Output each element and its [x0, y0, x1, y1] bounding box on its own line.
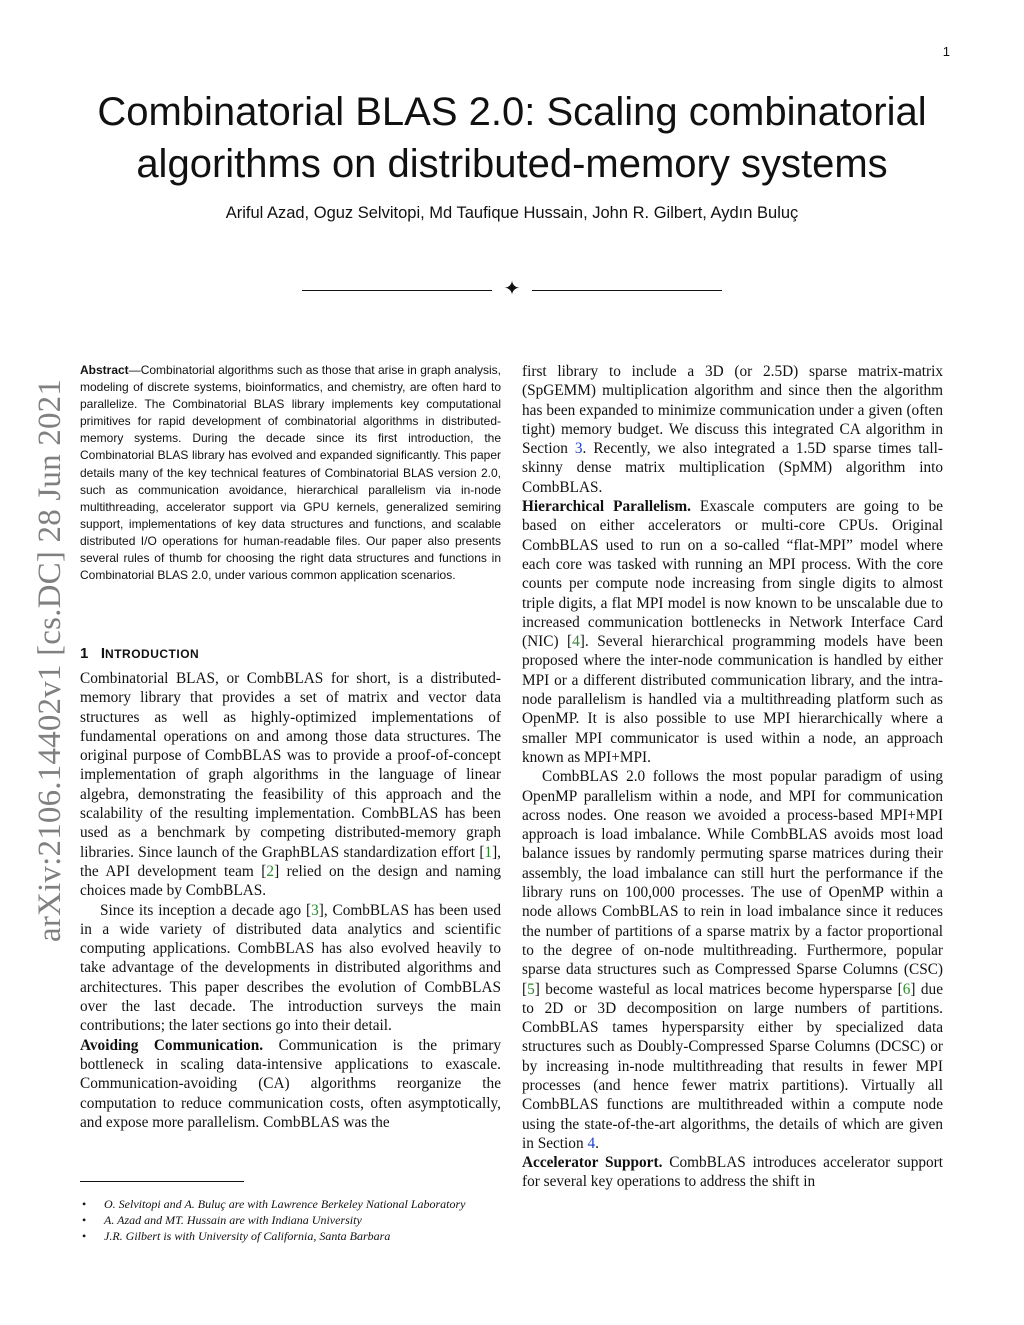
- paper-title: Combinatorial BLAS 2.0: Scaling combinatorial algorithms on distributed-memory systems: [97, 90, 927, 186]
- footnote-item: • O. Selvitopi and A. Buluç are with Lawrence Berkeley National Laboratory: [104, 1196, 520, 1212]
- abstract: [80, 362, 501, 584]
- intro-paragraph-1: Combinatorial BLAS, or CombBLAS for short, is a distributed-memory library that provides a set of matrix and vector data structures as well as highly-optimized implementations of fundamental operations on and among those data structures. The original purpose of CombBLAS was to provide a proof-of-concept implementation of graph algorithms in the language of linear algebra, demonstrating the feasibility of this approach and the scalability of the resulting implementation. CombBLAS has been used as a benchmark by competing distributed-memory graph libraries. Since launch of the GraphBLAS standardization effort [1], the API development team [2] relied on the design and naming choices made by CombBLAS.: [80, 670, 501, 900]
- intro-paragraph-2: Since its inception a decade ago [3], CombBLAS has been used in a wide variety of distributed data analytics and scientific computing applications. CombBLAS has also evolved heavily to take advantage of the developments in distributed algorithms and architectures. This paper describes the evolution of CombBLAS over the last decade. The introduction surveys the main contributions; the later sections go into their detail.: [80, 901, 501, 1035]
- section-title-rest: NTRODUCTION: [105, 647, 200, 661]
- avoiding-communication-paragraph: Avoiding Communication. Communication is the primary bottleneck in scaling data-intensive applications to exascale. Communication-avoiding (CA) algorithms reorganize the computation to reduce communication costs, often asymptotically, and expose more parallelism. CombBLAS was the: [80, 1036, 501, 1131]
- citation-link[interactable]: 5: [527, 980, 535, 998]
- citation-link[interactable]: 6: [902, 980, 911, 998]
- citation-link[interactable]: 4: [572, 633, 580, 651]
- page-number: 1: [942, 44, 950, 59]
- section-number: 1: [80, 645, 89, 662]
- section-heading-introduction: [80, 645, 199, 662]
- footnote-item: • J.R. Gilbert is with University of California, Santa Barbara: [104, 1228, 520, 1244]
- right-paragraph-1: first library to include a 3D (or 2.5D) sparse matrix-matrix (SpGEMM) multiplication algorithm and since then the algorithm has been expanded to minimize communication under a given (often tight) memory budget. We discuss this integrated CA algorithm in Section 3. Recently, we also integrated a 1.5D sparse times tall-skinny dense matrix multiplication (SpMM) algorithm into CombBLAS.: [522, 363, 943, 496]
- left-column: [80, 669, 501, 1132]
- footnote-rule: [80, 1181, 244, 1182]
- citation-link[interactable]: 3: [311, 901, 319, 919]
- author-list: Ariful Azad, Oguz Selvitopi, Md Taufique Hussain, John R. Gilbert, Aydın Buluç: [225, 204, 799, 222]
- right-column: [522, 362, 943, 1192]
- abstract-label: Abstract: [80, 363, 129, 377]
- accelerator-support-paragraph: Accelerator Support. CombBLAS introduces accelerator support for several key operations to address the shift in: [522, 1154, 943, 1191]
- hierarchical-parallelism-paragraph: Hierarchical Parallelism. Exascale computers are going to be based on either accelerators or multi-core CPUs. Original CombBLAS used to run on a so-called “flat-MPI” model where each core was tasked with running an MPI process. With the core counts per compute node increasing from single digits to almost triple digits, a flat MPI model is now known to be unscalable due to increased communication bottlenecks in Network Interface Card (NIC) [4]. Several hierarchical programming models have been proposed where the inter-node communication is handled by either MPI or a different distributed communication library, and the intra-node parallelism is handled via a multithreading platform such as OpenMP. It is also possible to use MPI hierarchically where a smaller MPI communicator is used within a node, an approach known as MPI+MPI.: [522, 498, 944, 766]
- abstract-text: —Combinatorial algorithms such as those that arise in graph analysis, modeling of discrete systems, bioinformatics, and chemistry, are often hard to parallelize. The Combinatorial BLAS library implements key computational primitives for rapid development of combinatorial algorithms in distributed-memory systems. During the decade since its first introduction, the Combinatorial BLAS library has evolved and expanded significantly. This paper details many of the key technical features of Combinatorial BLAS version 2.0, such as communication avoidance, hierarchical parallelism via in-node multithreading, accelerator support via GPU kernels, generalized semiring support, implementations of key data structures and functions, and scalable distributed I/O operations for human-readable files. Our paper also presents several rules of thumb for choosing the right data structures and functions in Combinatorial BLAS 2.0, under various common application scenarios.: [80, 363, 501, 583]
- divider-line-right: [532, 290, 722, 291]
- footnotes: [80, 1196, 520, 1244]
- section-link[interactable]: 3: [574, 440, 583, 458]
- section-title-initial: I: [100, 645, 106, 662]
- right-paragraph-3: CombBLAS 2.0 follows the most popular paradigm of using OpenMP parallelism within a node, and MPI for communication across nodes. One reason we avoided a process-based MPI+MPI approach is load imbalance. While CombBLAS avoids most load balance issues by randomly permuting sparse matrices during their assembly, the load imbalance can still hurt the performance if the library runs on 100,000 processes. The use of OpenMP within a node allows CombBLAS to rein in load imbalance since it reduces the number of partitions of a sparse matrix by a factor proportional to the degree of on-node multithreading. Furthermore, popular sparse data structures such as Compressed Sparse Columns (CSC) [5] become wasteful as local matrices become hypersparse [6] due to 2D or 3D decomposition on large numbers of partitions. CombBLAS tames hypersparsity either by specialized data structures such as Doubly-Compressed Sparse Columns (DCSC) or by increasing in-node multithreading that results in fewer MPI processes (and hence fewer matrix partitions). Virtually all CombBLAS functions are multithreaded within a compute node using the state-of-the-art algorithms, the details of which are given in Section 4.: [522, 768, 943, 1152]
- arxiv-stamp: arXiv:2106.14402v1 [cs.DC] 28 Jun 2021: [32, 378, 68, 942]
- citation-link[interactable]: 2: [266, 862, 275, 880]
- section-link[interactable]: 4: [587, 1134, 596, 1152]
- title-divider: [300, 278, 724, 302]
- paragraph-heading: Avoiding Communication.: [80, 1036, 264, 1054]
- divider-line-left: [302, 290, 492, 291]
- paragraph-heading: Accelerator Support.: [522, 1154, 663, 1172]
- paragraph-heading: Hierarchical Parallelism.: [522, 498, 691, 516]
- divider-star-icon: ✦: [503, 276, 521, 300]
- footnote-item: • A. Azad and MT. Hussain are with Indiana University: [104, 1212, 520, 1228]
- citation-link[interactable]: 1: [484, 843, 493, 861]
